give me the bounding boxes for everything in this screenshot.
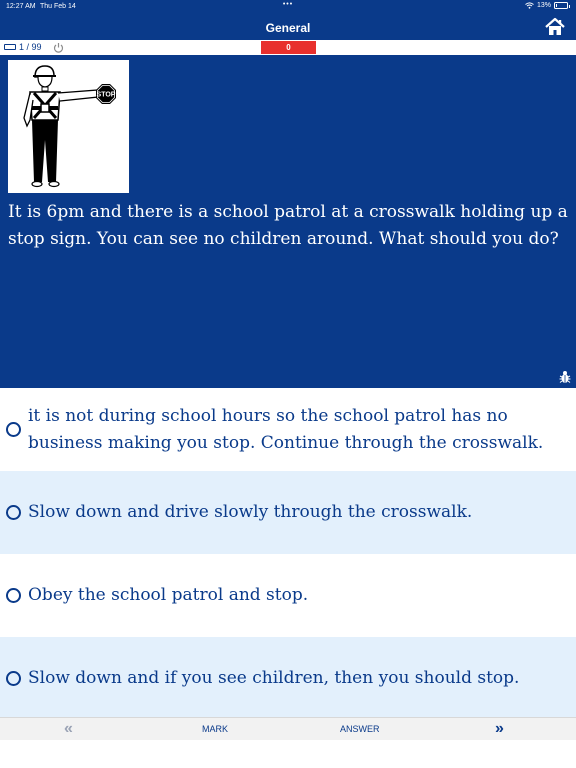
status-time: 12:27 AM: [6, 3, 36, 10]
bug-icon[interactable]: [559, 370, 571, 384]
school-patrol-illustration: [8, 60, 129, 193]
bottom-toolbar: [0, 717, 576, 740]
battery-percent: 13%: [536, 2, 551, 9]
question-counter: [4, 42, 42, 52]
power-icon[interactable]: [53, 42, 64, 53]
answer-button[interactable]: ANSWER: [340, 724, 380, 734]
answer-option-2[interactable]: [0, 471, 576, 554]
wifi-icon: [525, 2, 534, 9]
home-icon[interactable]: [544, 17, 566, 37]
question-panel: [0, 55, 576, 388]
info-row: [0, 40, 576, 55]
radio-button-icon[interactable]: [6, 505, 21, 520]
nav-bar: [0, 14, 576, 40]
question-image: [8, 60, 129, 193]
battery-icon: [554, 2, 568, 9]
question-counter-text: 1 / 99: [19, 42, 42, 52]
answer-option-3[interactable]: [0, 554, 576, 637]
radio-button-icon[interactable]: [6, 671, 21, 686]
bottom-safe-area: [0, 740, 576, 768]
status-right: [525, 2, 568, 9]
radio-button-icon[interactable]: [6, 588, 21, 603]
answer-text: Obey the school patrol and stop.: [28, 585, 309, 605]
multitasking-dots-icon: •••: [282, 1, 294, 8]
stop-sign-text: STOP: [96, 91, 116, 99]
status-date: Thu Feb 14: [40, 3, 76, 10]
radio-button-icon[interactable]: [6, 422, 21, 437]
page-title: General: [265, 21, 311, 35]
answer-text: it is not during school hours so the school patrol has no business making you stop. Continue through the crosswalk.: [28, 405, 544, 453]
answer-option-4[interactable]: [0, 637, 576, 720]
status-bar: [0, 0, 576, 14]
answer-text: Slow down and if you see children, then you should stop.: [28, 668, 520, 688]
next-button[interactable]: »: [495, 720, 504, 737]
answer-text: Slow down and drive slowly through the crosswalk.: [28, 502, 473, 522]
previous-button[interactable]: «: [64, 720, 73, 737]
question-text: It is 6pm and there is a school patrol at a crosswalk holding up a stop sign. You can see no children around. What should you do?: [8, 202, 568, 249]
answer-option-1[interactable]: [0, 388, 576, 471]
mark-button[interactable]: MARK: [202, 724, 229, 734]
flashcard-icon: [4, 44, 16, 50]
answer-list: [0, 388, 576, 720]
score-badge: 0: [261, 41, 316, 54]
